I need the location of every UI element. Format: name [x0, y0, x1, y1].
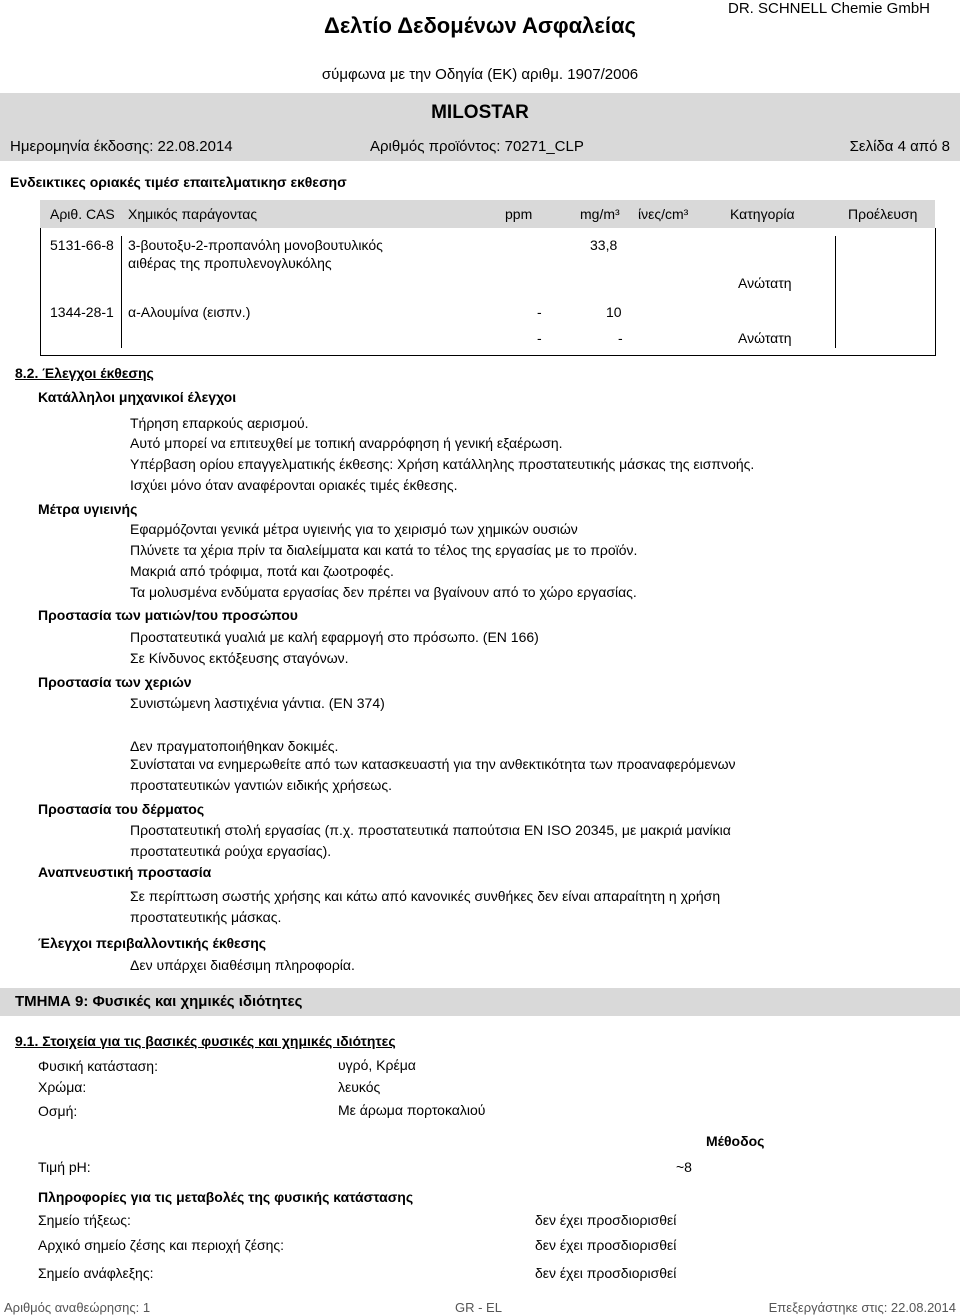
property-value: υγρό, Κρέμα: [338, 1057, 416, 1073]
state-change-value: δεν έχει προσδιορισθεί: [535, 1265, 677, 1281]
hygiene-title: Μέτρα υγιεινής: [38, 501, 138, 517]
limits-heading: Ενδεικτικες οριακές τιμέσ επαιτελματικησ εκθεσησ: [10, 174, 347, 190]
row1-agent-line1: 3-βουτοξυ-2-προπανόλη μονοβουτυλικός: [128, 237, 383, 253]
footer-locale: GR - EL: [455, 1300, 502, 1315]
state-change-heading: Πληροφορίες για τις μεταβολές της φυσικής κατάστασης: [38, 1189, 414, 1205]
hand-protection-line: Συνιστώμενη λαστιχένια γάντια. (EN 374): [130, 695, 385, 711]
row1-mg: 33,8: [590, 237, 618, 253]
hygiene-line: Μακριά από τρόφιμα, ποτά και ζωοτροφές.: [130, 563, 394, 579]
col-fibres: ίνες/cm³: [638, 206, 689, 222]
col-agent: Χημικός παράγοντας: [128, 206, 258, 222]
hand-protection-line: Δεν πραγματοποιήθηκαν δοκιμές.: [130, 738, 339, 754]
respiratory-protection-title: Αναπνευστική προστασία: [38, 864, 212, 880]
table-border-bottom: [40, 355, 936, 356]
footer-revision: Αριθμός αναθεώρησης: 1: [4, 1300, 151, 1315]
table-border-left: [40, 228, 41, 356]
engineering-line: Τήρηση επαρκούς αερισμού.: [130, 415, 309, 431]
col-category: Κατηγορία: [730, 206, 795, 222]
ph-value: ~8: [676, 1159, 692, 1175]
property-value: Με άρωμα πορτοκαλιού: [338, 1102, 486, 1118]
row2-agent: α-Αλουμίνα (εισπν.): [128, 304, 251, 320]
section9-subheading: 9.1. Στοιχεία για τις βασικές φυσικές και χημικές ιδιότητες: [15, 1033, 396, 1049]
environmental-controls-title: Έλεγχοι περιβαλλοντικής έκθεσης: [38, 935, 267, 951]
exposure-controls-heading: 8.2. Έλεγχοι έκθεσης: [15, 365, 154, 381]
hygiene-line: Πλύνετε τα χέρια πρίν τα διαλείμματα και κατά το τέλος της εργασίας με το προϊόν.: [130, 542, 638, 558]
method-header: Μέθοδος: [706, 1133, 765, 1149]
respiratory-protection-line: Σε περίπτωση σωστής χρήσης και κάτω από κανονικές συνθήκες δεν είναι απαραίτητη η χρήση: [130, 888, 721, 904]
respiratory-protection-line: προστατευτικής μάσκας.: [130, 909, 282, 925]
row2-ppm-short: -: [537, 330, 542, 346]
engineering-line: Ισχύει μόνο όταν αναφέρονται οριακές τιμές έκθεσης.: [130, 477, 458, 493]
row2-ppm: -: [537, 304, 542, 320]
state-change-value: δεν έχει προσδιορισθεί: [535, 1237, 677, 1253]
property-label: Φυσική κατάσταση:: [38, 1058, 158, 1074]
col-origin: Προέλευση: [848, 206, 918, 222]
col-ppm: ppm: [505, 206, 533, 222]
state-change-value: δεν έχει προσδιορισθεί: [535, 1212, 677, 1228]
ph-label: Τιμή pH:: [38, 1159, 91, 1175]
issue-date: Ημερομηνία έκδοσης: 22.08.2014: [10, 138, 233, 155]
table-border-right: [935, 228, 936, 356]
page-number: Σελίδα 4 από 8: [849, 138, 950, 155]
company-name: DR. SCHNELL Chemie GmbH: [728, 0, 930, 17]
row2-mg-short: -: [618, 330, 623, 346]
state-change-label: Αρχικό σημείο ζέσης και περιοχή ζέσης:: [38, 1237, 285, 1253]
product-number: Αριθμός προϊόντος: 70271_CLP: [370, 138, 584, 155]
hand-protection-line: προστατευτικών γαντιών ειδικής χρήσεως.: [130, 777, 392, 793]
row1-agent-line2: αιθέρας της προπυλενογλυκόλης: [128, 255, 332, 271]
engineering-line: Υπέρβαση ορίου επαγγελματικής έκθεσης: Χρήση κατάλληλης προστατευτικής μάσκας της εισπνοής.: [130, 456, 755, 472]
table-divider-origin: [835, 236, 836, 348]
row1-cas: 5131-66-8: [50, 237, 114, 253]
eye-protection-line: Σε Κίνδυνος εκτόξευσης σταγόνων.: [130, 650, 349, 666]
engineering-line: Αυτό μπορεί να επιτευχθεί με τοπική αναρρόφηση ή γενική εξαέρωση.: [130, 435, 563, 451]
footer-processed-date: Επεξεργάστηκε στις: 22.08.2014: [768, 1300, 956, 1315]
environmental-controls-line: Δεν υπάρχει διαθέσιμη πληροφορία.: [130, 957, 355, 973]
property-value: λευκός: [338, 1079, 381, 1095]
hand-protection-title: Προστασία των χεριών: [38, 674, 192, 690]
col-mg: mg/m³: [580, 206, 620, 222]
document-title: Δελτίο Δεδομένων Ασφαλείας: [324, 13, 636, 38]
product-name: MILOSTAR: [431, 102, 529, 123]
eye-protection-line: Προστατευτικά γυαλιά με καλή εφαρμογή στο πρόσωπο. (EN 166): [130, 629, 539, 645]
hand-protection-line: Συνίσταται να ενημερωθείτε από των κατασκευαστή για την ανθεκτικότητα των προαναφερόμενων: [130, 756, 736, 772]
row2-mg: 10: [606, 304, 622, 320]
state-change-label: Σημείο τήξεως:: [38, 1212, 131, 1228]
state-change-label: Σημείο ανάφλεξης:: [38, 1265, 154, 1281]
skin-protection-line: Προστατευτική στολή εργασίας (π.χ. προστατευτικά παπούτσια EN ISO 20345, με μακριά μανίκια: [130, 822, 731, 838]
table-divider-cas: [121, 236, 122, 348]
row1-category: Ανώτατη: [738, 275, 792, 291]
engineering-controls-title: Κατάλληλοι μηχανικοί έλεγχοι: [38, 389, 237, 405]
col-cas: Αριθ. CAS: [50, 206, 115, 222]
section9-title: ΤΜΗΜΑ 9: Φυσικές και χημικές ιδιότητες: [15, 993, 303, 1010]
property-label: Οσμή:: [38, 1103, 78, 1119]
skin-protection-title: Προστασία του δέρματος: [38, 801, 205, 817]
row2-category: Ανώτατη: [738, 330, 792, 346]
hygiene-line: Τα μολυσμένα ενδύματα εργασίας δεν πρέπει να βγαίνουν από το χώρο εργασίας.: [130, 584, 637, 600]
eye-protection-title: Προστασία των ματιών/του προσώπου: [38, 607, 298, 623]
row2-cas: 1344-28-1: [50, 304, 114, 320]
property-label: Χρώμα:: [38, 1079, 87, 1095]
skin-protection-line: προστατευτικά ρούχα εργασίας).: [130, 843, 332, 859]
hygiene-line: Εφαρμόζονται γενικά μέτρα υγιεινής για το χειρισμό των χημικών ουσιών: [130, 521, 578, 537]
regulation-text: σύμφωνα με την Οδηγία (ΕΚ) αριθμ. 1907/2006: [321, 66, 639, 83]
